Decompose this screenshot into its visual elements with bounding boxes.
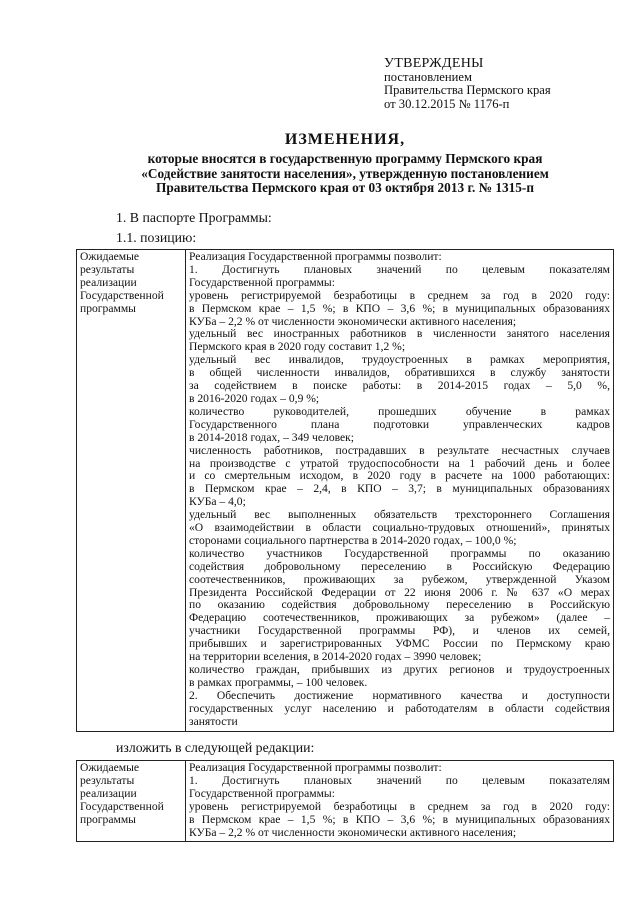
content-line: Реализация Государственной программы позволит:	[189, 761, 442, 774]
content-line: уровень регистрируемой безработицы в среднем за год в 2020 году:	[189, 799, 610, 813]
section-heading-passport: 1. В паспорте Программы:	[116, 210, 272, 225]
row-label-line: программы	[80, 812, 136, 826]
new-edition-heading: изложить в следующей редакции:	[116, 740, 315, 755]
content-line: Президента Российской Федерации от 22 июня 2006 г. № 637 «О мерах	[189, 585, 610, 599]
approval-stamp	[384, 57, 634, 111]
content-line: государственных услуг населению и работодателям в области содействия	[189, 701, 610, 715]
content-line: в общей численности инвалидов, обратившихся в службу занятости	[189, 366, 610, 380]
row-label-line: Ожидаемые	[80, 761, 140, 774]
passport-table-old	[76, 249, 614, 732]
document-title: ИЗМЕНЕНИЯ,	[284, 131, 406, 148]
row-label-line: результаты	[80, 262, 135, 276]
content-line: на производстве с утратой трудоспособности на 1 рабочий день и более	[189, 456, 610, 470]
content-line: занятости	[189, 714, 238, 728]
row-content-cell	[186, 250, 614, 732]
content-line: в Пермском крае – 1,5 %; в КПО – 3,6 %; в муниципальных образованиях	[189, 812, 610, 826]
content-line: Государственной программы:	[189, 786, 335, 800]
content-line: прибывших и зарегистрированных УФМС России по Пермскому краю	[189, 637, 610, 651]
content-line: количество руководителей, прошедших обучение в рамках	[189, 404, 610, 418]
passport-table-new	[76, 760, 614, 842]
content-line: Пермского края в 2020 году составит 1,2 %;	[189, 340, 406, 354]
content-line: по оказанию содействия добровольному переселению в Российскую	[189, 598, 610, 612]
table-row	[77, 250, 614, 732]
content-line: в рамках программы, – 100 человек.	[189, 675, 368, 689]
content-line: в Пермском крае – 1,5 %; в КПО – 3,6 %; в муниципальных образованиях	[189, 301, 610, 315]
row-label-line: результаты	[80, 773, 135, 787]
row-label-cell	[77, 761, 186, 842]
content-line: Реализация Государственной программы позволит:	[189, 250, 442, 263]
document-subtitle-line: которые вносятся в государственную программу Пермского края	[147, 151, 543, 166]
content-line: на территории вселения, в 2014-2020 годах – 3990 человек;	[189, 650, 482, 664]
content-line: в Пермском крае – 2,4, в КПО – 3,7; в муниципальных образованиях	[189, 482, 610, 496]
content-line: количество граждан, прибывших из других регионов и трудоустроенных	[189, 663, 610, 676]
content-line: удельный вес иностранных работников в численности занятого населения	[189, 327, 610, 341]
content-line: количество участников Государственной программы по оказанию	[189, 546, 610, 560]
subsection-position: 1.1. позицию:	[116, 230, 197, 245]
approval-line: от 30.12.2015 № 1176-п	[384, 96, 510, 111]
table-row	[77, 761, 614, 842]
document-heading	[60, 130, 630, 196]
content-line: сторонами социального партнерства в 2014-2020 годах, – 100,0 %;	[189, 533, 517, 547]
content-line: Государственного плана подготовки управленческих кадров	[189, 417, 610, 431]
document-subtitle-line: «Содействие занятости населения», утвержденную постановлением	[141, 165, 549, 181]
content-line: Федерацию соотечественников, проживающих за рубежом» (далее –	[189, 611, 610, 625]
row-label-line: Ожидаемые	[80, 250, 140, 263]
row-content-cell	[186, 761, 614, 842]
content-line: 1. Достигнуть плановых значений по целевым показателям	[189, 262, 610, 276]
content-line: 1. Достигнуть плановых значений по целевым показателям	[189, 773, 610, 787]
content-line: в 2014-2018 годах, – 349 человек;	[189, 430, 355, 444]
content-line: численность работников, пострадавших в результате несчастных случаев	[189, 443, 610, 457]
row-label-line: Государственной	[80, 799, 164, 813]
content-line: КУБа – 2,2 % от численности экономически активного населения;	[189, 314, 517, 328]
approval-title: УТВЕРЖДЕНЫ	[384, 56, 484, 71]
content-line: «О взаимодействии в области социально-трудовых отношений», принятых	[189, 521, 610, 535]
content-line: уровень регистрируемой безработицы в среднем за год в 2020 году:	[189, 288, 610, 302]
row-label-line: программы	[80, 301, 136, 315]
row-label-cell	[77, 250, 186, 732]
content-line: удельный вес выполненных обязательств трехстороннего Соглашения	[189, 508, 610, 522]
approval-line: постановлением	[384, 69, 472, 84]
document-subtitle-line: Правительства Пермского края от 03 октября 2013 г. № 1315-п	[155, 180, 535, 195]
content-line: и со смертельным исходом, в 2020 году в расчете на 1000 работающих:	[189, 469, 610, 483]
content-line: содействия добровольному переселению в Российскую Федерацию	[189, 559, 610, 573]
row-label-line: Государственной	[80, 288, 164, 302]
content-line: соотечественников, проживающих за рубежом, утвержденной Указом	[189, 572, 610, 586]
content-line: КУБа – 4,0;	[189, 495, 246, 509]
row-label-line: реализации	[80, 786, 137, 800]
content-line: КУБа – 2,2 % от численности экономически активного населения;	[189, 825, 517, 839]
content-line: за содействием в поиске работы: в 2014-2015 годах – 5,0 %,	[189, 379, 610, 393]
content-line: участники Государственной программы РФ), и членов их семей,	[189, 624, 610, 638]
content-line: в 2016-2020 годах – 0,9 %;	[189, 391, 320, 405]
content-line: Государственной программы:	[189, 275, 335, 289]
row-label-line: реализации	[80, 275, 137, 289]
content-line: 2. Обеспечить достижение нормативного качества и доступности	[189, 688, 610, 702]
approval-line: Правительства Пермского края	[384, 83, 551, 97]
content-line: удельный вес инвалидов, трудоустроенных в рамках мероприятия,	[189, 353, 610, 367]
